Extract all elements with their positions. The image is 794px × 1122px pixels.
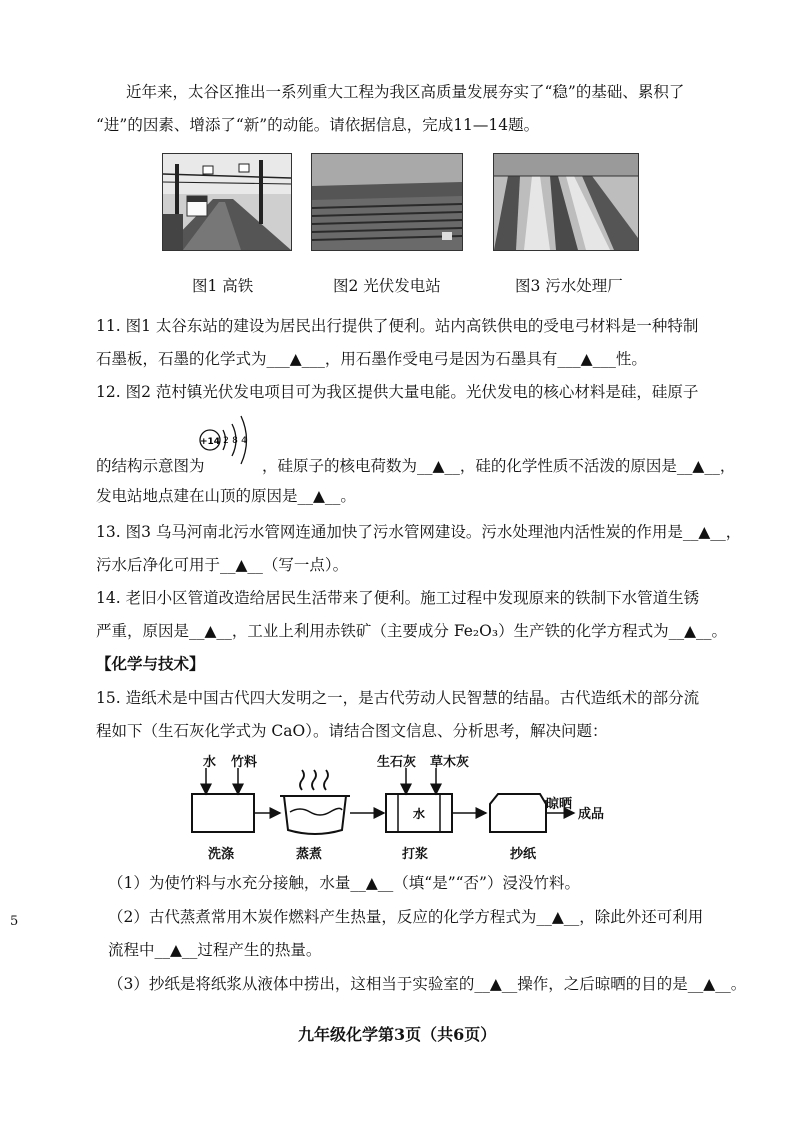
q15-line-1: 15. 造纸术是中国古代四大发明之一，是古代劳动人民智慧的结晶。古代造纸术的部分流 (96, 689, 700, 707)
q12-line-1: 12. 图2 范村镇光伏发电项目可为我区提供大量电能。光伏发电的核心材料是硅，硅原子 (96, 383, 699, 401)
q13-line-2: 污水后净化可用于__▲__（写一点）。 (96, 556, 349, 574)
step-paper-label: 抄纸 (510, 847, 537, 862)
input-lime-label: 生石灰 (377, 755, 417, 770)
q15-line-2: 程如下（生石灰化学式为 CaO）。请结合图文信息、分析思考，解决问题： (96, 722, 608, 740)
shell-1-electrons: 2 (223, 436, 229, 446)
q15-sub-3: （3）抄纸是将纸浆从液体中捞出，这相当于实验室的__▲__操作，之后晾晒的目的是__▲__。 (108, 975, 747, 993)
high-speed-rail-photo (162, 153, 292, 251)
step-steam-label: 蒸煮 (296, 847, 323, 862)
q15-sub-1: （1）为使竹料与水充分接触，水量__▲__（填“是”“否”）浸没竹料。 (108, 874, 580, 892)
figure-3-caption: 图3 污水处理厂 (515, 277, 623, 295)
steam-pot (280, 770, 350, 834)
q11-line-2: 石墨板，石墨的化学式为___▲___，用石墨作受电弓是因为石墨具有___▲___性。 (96, 350, 647, 368)
intro-line-1: 近年来，太谷区推出一系列重大工程为我区高质量发展夯实了“稳”的基础、累积了 (126, 83, 685, 101)
step-wash-label: 洗涤 (208, 847, 235, 862)
q15-sub-2-line-2: 流程中__▲__过程产生的热量。 (108, 941, 322, 959)
input-water-label: 水 (203, 755, 217, 770)
paper-press (490, 794, 546, 832)
product-label: 成品 (578, 807, 605, 822)
q14-line-2: 严重，原因是__▲__，工业上利用赤铁矿（主要成分 Fe₂O₃）生产铁的化学方程式为__▲__。 (96, 622, 727, 640)
wash-box (192, 794, 254, 832)
q11-line-1: 11. 图1 太谷东站的建设为居民出行提供了便利。站内高铁供电的受电弓材料是一种特制 (96, 317, 699, 335)
pv-station-photo (311, 153, 463, 251)
sewage-plant-image (494, 154, 638, 250)
figure-2-caption: 图2 光伏发电站 (333, 277, 441, 295)
figure-1-caption: 图1 高铁 (192, 277, 254, 295)
pv-station-image (312, 154, 462, 250)
q13-line-1: 13. 图3 乌马河南北污水管网连通加快了污水管网建设。污水处理池内活性炭的作用是__▲__， (96, 523, 742, 541)
q12-line-3: 发电站地点建在山顶的原因是__▲__。 (96, 487, 356, 505)
section-title: 【化学与技术】 (96, 654, 205, 673)
dry-label: 晾晒 (546, 797, 573, 812)
q14-line-1: 14. 老旧小区管道改造给居民生活带来了便利。施工过程中发现原来的铁制下水管道生锈 (96, 589, 700, 607)
high-speed-rail-image (163, 154, 291, 250)
intro-line-2: “进”的因素、增添了“新”的动能。请依据信息，完成11—14题。 (96, 116, 540, 134)
step-beat-label: 打浆 (402, 847, 429, 862)
input-ash-label: 草木灰 (430, 755, 470, 770)
shell-2-electrons: 8 (232, 436, 238, 446)
margin-mark: 5 (10, 914, 19, 929)
shell-3-electrons: 4 (241, 436, 247, 446)
q12-line-2-prefix: 的结构示意图为 (96, 457, 205, 475)
input-bamboo-label: 竹料 (231, 755, 258, 770)
vat-water-label: 水 (412, 807, 426, 821)
nucleus-charge: +14 (199, 437, 221, 447)
sewage-plant-photo (493, 153, 639, 251)
silicon-atom-diagram (196, 410, 256, 472)
page-footer: 九年级化学第3页（共6页） (298, 1025, 497, 1044)
q12-line-2-suffix: ，硅原子的核电荷数为__▲__，硅的化学性质不活泼的原因是__▲__， (262, 457, 736, 475)
q15-sub-2-line-1: （2）古代蒸煮常用木炭作燃料产生热量，反应的化学方程式为__▲__，除此外还可利用 (108, 908, 704, 926)
